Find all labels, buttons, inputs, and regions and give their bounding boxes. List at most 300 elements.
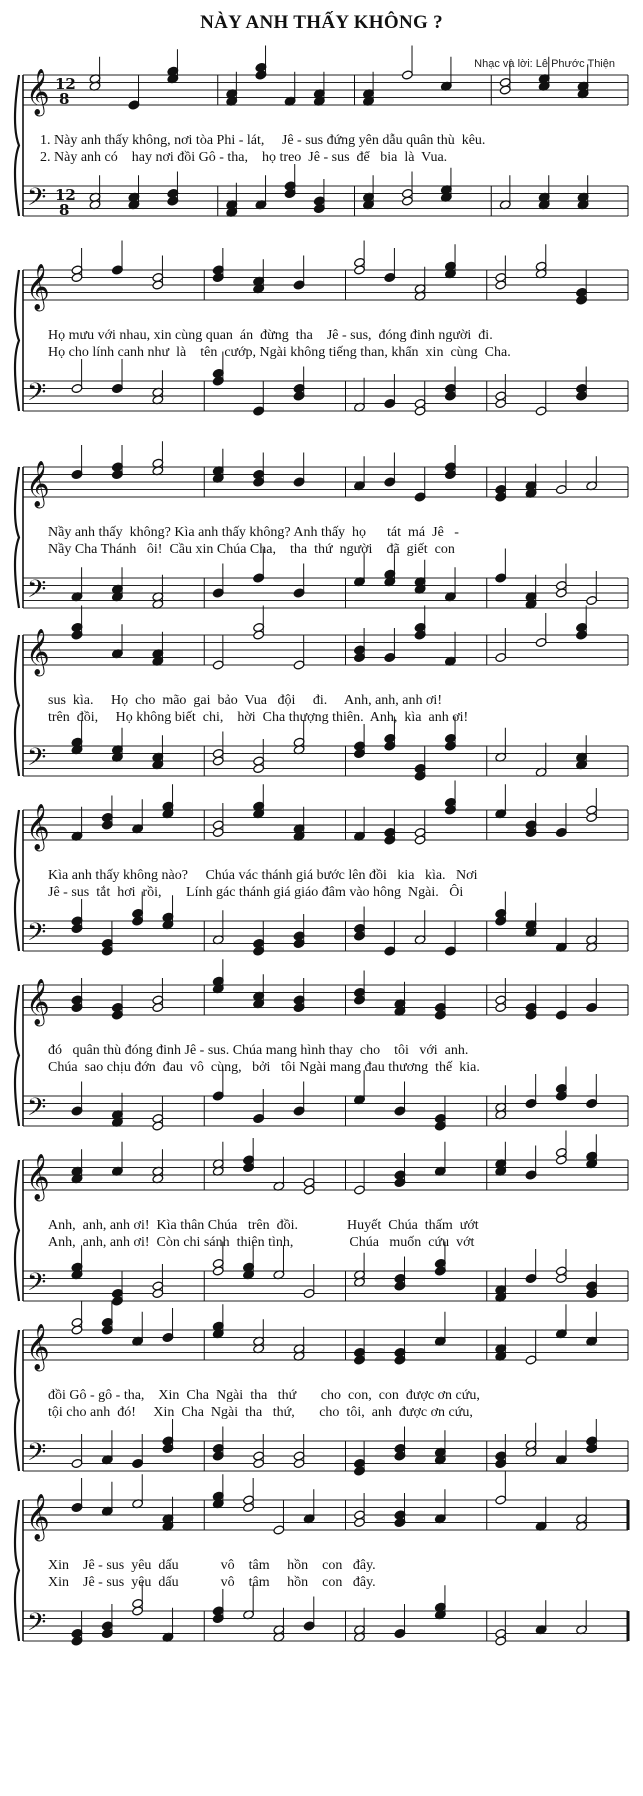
bass-clef-icon: 𝄢 <box>27 743 47 778</box>
bass-note <box>128 192 140 202</box>
treble-note <box>354 995 366 1005</box>
bass-note <box>586 1443 598 1453</box>
treble-note <box>586 1002 598 1012</box>
bass-note <box>354 923 366 933</box>
bass-clef-icon: 𝄢 <box>27 918 47 953</box>
bass-note <box>394 1628 406 1638</box>
bass-note <box>414 398 426 408</box>
lyric-line-verse1: Họ mưu với nhau, xin cùng quan án đừng tha Jê - sus, đóng đinh người đi. <box>48 328 493 343</box>
treble-note <box>111 649 123 659</box>
bass-note <box>162 1632 174 1642</box>
treble-note <box>586 1151 598 1161</box>
bass-note <box>111 383 123 393</box>
treble-note <box>152 458 164 468</box>
treble-note <box>162 1514 174 1524</box>
bass-note <box>71 383 83 393</box>
treble-note <box>132 824 144 834</box>
bass-note <box>576 383 588 393</box>
bass-note <box>495 1102 507 1112</box>
treble-note <box>255 70 267 80</box>
treble-note <box>394 1177 406 1187</box>
treble-note <box>243 1162 255 1172</box>
bass-clef-icon: 𝄢 <box>27 183 47 218</box>
song-title: NÀY ANH THẤY KHÔNG ? <box>200 12 443 33</box>
bass-note <box>495 573 507 583</box>
treble-note <box>354 1355 366 1365</box>
treble-note <box>525 827 537 837</box>
treble-note <box>354 1510 366 1520</box>
treble-note <box>212 466 224 476</box>
treble-note <box>152 1002 164 1012</box>
composer-credit: Nhạc và lời: Lê Phước Thiện <box>474 58 615 70</box>
bass-note <box>243 1270 255 1280</box>
treble-note <box>167 74 179 84</box>
treble-note <box>212 1321 224 1331</box>
treble-note <box>586 481 598 491</box>
treble-note <box>434 1002 446 1012</box>
treble-note <box>162 809 174 819</box>
bass-note <box>243 1262 255 1272</box>
treble-note <box>132 1499 144 1509</box>
bass-note <box>273 1632 285 1642</box>
treble-note <box>111 1010 123 1020</box>
bass-note <box>354 748 366 758</box>
treble-clef-icon: 𝄞 <box>26 264 50 310</box>
bass-note <box>445 383 457 393</box>
bass-note <box>434 1121 446 1131</box>
treble-note <box>253 991 265 1001</box>
treble-note <box>212 272 224 282</box>
bass-note <box>414 763 426 773</box>
treble-note <box>586 805 598 815</box>
bass-note <box>445 733 457 743</box>
treble-note <box>384 477 396 487</box>
system-bracket <box>15 1500 19 1641</box>
treble-note <box>111 469 123 479</box>
bass-note <box>394 1273 406 1283</box>
bass-clef-icon: 𝄢 <box>27 575 47 610</box>
bass-note <box>495 1110 507 1120</box>
treble-note <box>293 1351 305 1361</box>
treble-note <box>384 835 396 845</box>
time-signature-bottom: 8 <box>59 201 70 219</box>
bass-note <box>152 760 164 770</box>
bass-note <box>71 1106 83 1116</box>
treble-note <box>293 1002 305 1012</box>
treble-note <box>152 466 164 476</box>
bass-note <box>101 1628 113 1638</box>
treble-clef-icon: 𝄞 <box>26 69 50 115</box>
bass-note <box>555 580 567 590</box>
treble-note <box>354 652 366 662</box>
bass-note <box>354 1625 366 1635</box>
lyric-line-verse2: Họ cho lính canh như là tên cướp, Ngài không tiếng than, khẩn xin cùng Cha. <box>48 345 511 360</box>
bass-note <box>212 748 224 758</box>
treble-note <box>152 1174 164 1184</box>
bass-note <box>495 1292 507 1302</box>
treble-note <box>89 81 101 91</box>
bass-note <box>253 573 265 583</box>
bass-note <box>226 207 238 217</box>
bass-note <box>212 1606 224 1616</box>
bass-note <box>152 592 164 602</box>
treble-note <box>576 287 588 297</box>
treble-note <box>253 622 265 632</box>
bass-note <box>434 1266 446 1276</box>
bass-note <box>538 192 550 202</box>
bass-note <box>525 927 537 937</box>
treble-note <box>414 827 426 837</box>
treble-note <box>152 649 164 659</box>
treble-note <box>253 1336 265 1346</box>
treble-note <box>414 630 426 640</box>
treble-note <box>576 1514 588 1524</box>
treble-note <box>495 492 507 502</box>
treble-clef-icon: 𝄞 <box>26 804 50 850</box>
treble-note <box>440 81 452 91</box>
treble-clef-icon: 𝄞 <box>26 1154 50 1200</box>
bass-note <box>354 402 366 412</box>
treble-note <box>71 1317 83 1327</box>
bass-note <box>71 1458 83 1468</box>
bass-note <box>132 1598 144 1608</box>
treble-note <box>384 272 396 282</box>
bass-note <box>576 752 588 762</box>
treble-note <box>445 797 457 807</box>
bass-clef-icon: 𝄢 <box>27 378 47 413</box>
treble-note <box>525 1170 537 1180</box>
treble-note <box>162 801 174 811</box>
bass-note <box>162 912 174 922</box>
treble-note <box>212 820 224 830</box>
bass-note <box>89 200 101 210</box>
treble-note <box>71 1502 83 1512</box>
bass-note <box>440 185 452 195</box>
bass-note <box>525 1440 537 1450</box>
treble-note <box>555 484 567 494</box>
system-bracket <box>15 1330 19 1471</box>
treble-note <box>212 984 224 994</box>
bass-note <box>71 1270 83 1280</box>
bass-note <box>394 1106 406 1116</box>
treble-note <box>394 1510 406 1520</box>
bass-note <box>576 1625 588 1635</box>
bass-note <box>434 1447 446 1457</box>
system-bracket <box>15 75 19 216</box>
treble-note <box>434 1514 446 1524</box>
bass-note <box>525 592 537 602</box>
treble-note <box>576 630 588 640</box>
bass-note <box>394 1443 406 1453</box>
bass-note <box>101 938 113 948</box>
treble-note <box>253 999 265 1009</box>
treble-note <box>495 484 507 494</box>
lyric-line-verse2: Xin Jê - sus yêu dấu vô tâm hồn con đây. <box>48 1575 376 1590</box>
treble-note <box>212 1499 224 1509</box>
treble-note <box>212 1159 224 1169</box>
treble-note <box>586 1159 598 1169</box>
bass-note <box>586 935 598 945</box>
system-bracket <box>15 810 19 951</box>
bass-note <box>555 1266 567 1276</box>
treble-note <box>111 1002 123 1012</box>
lyric-line-verse2: Chúa sao chịu đớn đau vô cùng, bởi tôi Ngài mang đau thương thế kia. <box>48 1060 480 1075</box>
treble-note <box>303 1514 315 1524</box>
bass-note <box>525 1273 537 1283</box>
bass-note <box>586 1281 598 1291</box>
bass-note <box>303 1621 315 1631</box>
treble-note <box>293 280 305 290</box>
treble-note <box>555 1010 567 1020</box>
bass-note <box>101 1455 113 1465</box>
treble-note <box>525 1002 537 1012</box>
bass-note <box>111 584 123 594</box>
bass-note <box>576 391 588 401</box>
bass-note <box>253 406 265 416</box>
treble-note <box>71 1174 83 1184</box>
bass-note <box>253 1113 265 1123</box>
treble-note <box>101 1317 113 1327</box>
treble-note <box>445 261 457 271</box>
bass-note <box>273 1625 285 1635</box>
treble-note <box>152 272 164 282</box>
bass-clef-icon: 𝄢 <box>27 1608 47 1643</box>
bass-clef-icon: 𝄢 <box>27 1438 47 1473</box>
treble-note <box>576 295 588 305</box>
bass-note <box>384 741 396 751</box>
bass-note <box>71 923 83 933</box>
bass-note <box>212 1266 224 1276</box>
bass-note <box>132 1606 144 1616</box>
treble-note <box>445 469 457 479</box>
bass-note <box>384 577 396 587</box>
treble-note <box>89 74 101 84</box>
bass-note <box>162 1443 174 1453</box>
bass-note <box>132 916 144 926</box>
lyric-line-verse2: trên đồi, Họ không biết chi, hời Cha thượng thiên. Anh, kìa anh ơi! <box>48 710 469 725</box>
system-bracket <box>15 270 19 411</box>
treble-note <box>253 477 265 487</box>
bass-note <box>586 942 598 952</box>
bass-note <box>495 1285 507 1295</box>
bass-note <box>313 203 325 213</box>
bass-clef-icon: 𝄢 <box>27 1093 47 1128</box>
lyric-line-verse1: Anh, anh, anh ơi! Kìa thân Chúa trên đồi. Huyết Chúa thấm ướt <box>48 1218 479 1233</box>
bass-note <box>354 1270 366 1280</box>
treble-note <box>273 1181 285 1191</box>
treble-note <box>152 656 164 666</box>
bass-note <box>212 756 224 766</box>
bass-note <box>71 1262 83 1272</box>
bass-note <box>434 1455 446 1465</box>
treble-note <box>555 1155 567 1165</box>
treble-note <box>255 62 267 72</box>
treble-note <box>363 89 375 99</box>
bass-note <box>440 192 452 202</box>
bass-note <box>293 931 305 941</box>
bass-note <box>212 376 224 386</box>
lyric-line-verse1: đó quân thù đóng đinh Jê - sus. Chúa mang hình thay cho tôi với anh. <box>48 1043 469 1058</box>
treble-note <box>577 81 589 91</box>
bass-note <box>434 1258 446 1268</box>
bass-note <box>354 1277 366 1287</box>
bass-note <box>255 200 267 210</box>
bass-note <box>101 1621 113 1631</box>
treble-note <box>303 1177 315 1187</box>
treble-note <box>499 77 511 87</box>
treble-clef-icon: 𝄞 <box>26 979 50 1025</box>
treble-note <box>445 656 457 666</box>
bass-note <box>71 737 83 747</box>
treble-note <box>434 1010 446 1020</box>
treble-note <box>354 265 366 275</box>
bass-note <box>89 192 101 202</box>
bass-note <box>401 196 413 206</box>
lyric-line-verse1: đồi Gô - gô - tha, Xin Cha Ngài tha thứ cho con, con được ơn cứu, <box>48 1388 480 1403</box>
treble-note <box>152 280 164 290</box>
treble-note <box>354 987 366 997</box>
treble-note <box>525 1010 537 1020</box>
bass-note <box>414 406 426 416</box>
treble-note <box>535 637 547 647</box>
treble-note <box>434 1166 446 1176</box>
treble-note <box>384 652 396 662</box>
treble-note <box>555 827 567 837</box>
bass-note <box>71 592 83 602</box>
treble-note <box>101 1506 113 1516</box>
treble-note <box>111 462 123 472</box>
treble-note <box>71 1325 83 1335</box>
bass-note <box>538 200 550 210</box>
treble-note <box>253 469 265 479</box>
bass-note <box>586 1288 598 1298</box>
treble-note <box>495 1495 507 1505</box>
bass-note <box>253 946 265 956</box>
treble-note <box>414 284 426 294</box>
treble-note <box>445 805 457 815</box>
bass-note <box>212 588 224 598</box>
treble-note <box>445 269 457 279</box>
bass-note <box>384 733 396 743</box>
treble-note <box>363 96 375 106</box>
lyric-line-verse1: Xin Jê - sus yêu dấu vô tâm hồn con đây. <box>48 1558 376 1573</box>
treble-note <box>284 96 296 106</box>
treble-note <box>354 1517 366 1527</box>
treble-clef-icon: 𝄞 <box>26 461 50 507</box>
bass-note <box>293 1458 305 1468</box>
treble-note <box>101 820 113 830</box>
bass-note <box>535 767 547 777</box>
treble-note <box>586 812 598 822</box>
bass-note <box>253 763 265 773</box>
treble-note <box>394 1006 406 1016</box>
treble-note <box>71 1002 83 1012</box>
lyric-line-verse2: Anh, anh, anh ơi! Còn chi sánh thiên tình, Chúa muốn cứu vớt <box>48 1235 475 1250</box>
bass-note <box>414 584 426 594</box>
bass-note <box>434 1113 446 1123</box>
bass-note <box>354 1458 366 1468</box>
treble-note <box>394 1517 406 1527</box>
bass-note <box>253 756 265 766</box>
bass-note <box>384 398 396 408</box>
treble-note <box>212 1491 224 1501</box>
bass-note <box>414 935 426 945</box>
lyric-line-verse2: Nầy Cha Thánh ôi! Cầu xin Chúa Cha, tha thứ người đã giết con <box>48 542 455 557</box>
treble-note <box>71 265 83 275</box>
bass-note <box>212 935 224 945</box>
bass-note <box>499 200 511 210</box>
treble-note <box>555 1329 567 1339</box>
lyric-line-verse1: Nầy anh thấy không? Kìa anh thấy không? Anh thấy họ tát má Jê - <box>48 525 459 540</box>
treble-note <box>293 477 305 487</box>
bass-note <box>212 368 224 378</box>
treble-note <box>162 1521 174 1531</box>
treble-note <box>525 1355 537 1365</box>
bass-note <box>363 192 375 202</box>
bass-note <box>555 1455 567 1465</box>
treble-note <box>212 473 224 483</box>
treble-note <box>273 1525 285 1535</box>
treble-note <box>538 81 550 91</box>
treble-note <box>303 1185 315 1195</box>
treble-note <box>293 831 305 841</box>
bass-note <box>495 752 507 762</box>
bass-note <box>167 188 179 198</box>
lyric-line-verse1: sus kìa. Họ cho mão gai bảo Vua đội đi. Anh, anh, anh ơi! <box>48 693 442 708</box>
treble-note <box>212 1166 224 1176</box>
bass-note <box>152 1113 164 1123</box>
system-bracket <box>15 1160 19 1301</box>
treble-note <box>495 280 507 290</box>
bass-note <box>293 383 305 393</box>
lyric-line-verse2: Jê - sus tắt hơi rồi, Lính gác thánh giá giáo đâm vào hông Ngài. Ôi <box>48 885 464 900</box>
bass-note <box>253 1451 265 1461</box>
bass-note <box>394 1451 406 1461</box>
bass-note <box>162 920 174 930</box>
treble-note <box>586 1336 598 1346</box>
bass-note <box>495 1636 507 1646</box>
bass-note <box>293 588 305 598</box>
bass-note <box>101 946 113 956</box>
treble-note <box>253 276 265 286</box>
bass-note <box>293 1451 305 1461</box>
bass-note <box>434 1602 446 1612</box>
bass-note <box>384 946 396 956</box>
treble-note <box>414 492 426 502</box>
treble-note <box>253 801 265 811</box>
bass-note <box>71 1636 83 1646</box>
treble-note <box>538 74 550 84</box>
treble-note <box>576 622 588 632</box>
treble-note <box>384 827 396 837</box>
treble-clef-icon: 𝄞 <box>26 1494 50 1540</box>
treble-note <box>499 85 511 95</box>
treble-note <box>243 1502 255 1512</box>
treble-note <box>495 652 507 662</box>
bass-note <box>495 908 507 918</box>
bass-note <box>354 931 366 941</box>
bass-note <box>226 200 238 210</box>
bass-note <box>111 745 123 755</box>
treble-note <box>152 995 164 1005</box>
bass-note <box>525 920 537 930</box>
treble-note <box>394 1347 406 1357</box>
treble-note <box>71 831 83 841</box>
system-bracket <box>15 985 19 1126</box>
bass-note <box>354 1466 366 1476</box>
lyric-line-verse1: 1. Này anh thấy không, nơi tòa Phi - lát, Jê - sus đứng yên dẫu quân thù kêu. <box>40 133 486 148</box>
bass-note <box>152 1281 164 1291</box>
